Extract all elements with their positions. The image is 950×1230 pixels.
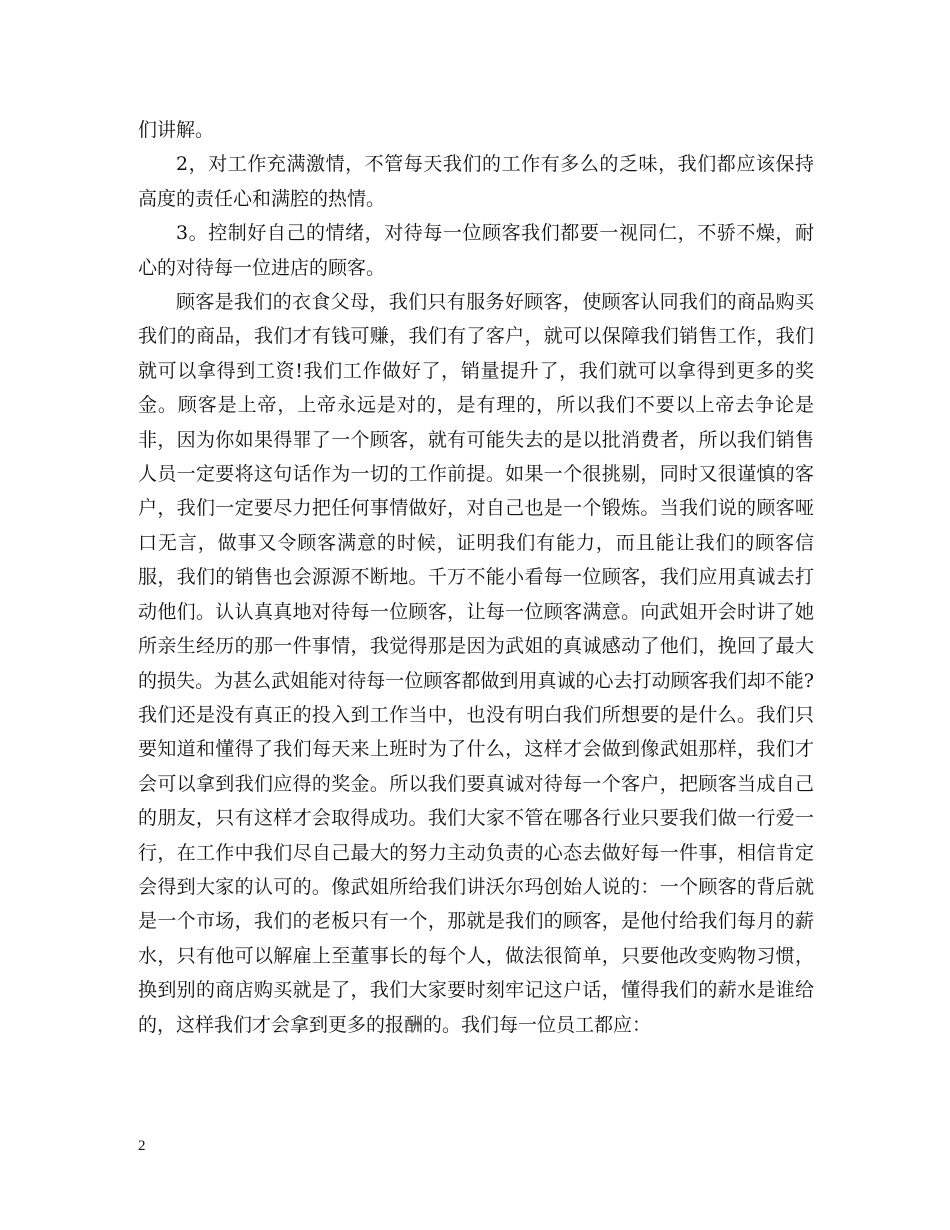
paragraph-point-2: 2，对工作充满激情，不管每天我们的工作有多么的乏味，我们都应该保持高度的责任心和满腔的热情。 [138, 153, 814, 210]
paragraph-customer: 顾客是我们的衣食父母，我们只有服务好顾客，使顾客认同我们的商品购买我们的商品，我们才有钱可赚，我们有了客户，就可以保障我们销售工作，我们就可以拿得到工资!我们工作做好了，销量提升了，我们就可以拿得到更多的奖金。顾客是上帝，上帝永远是对的，是有理的，所以我们不要以上帝去争论是非，因为你如果得罪了一个顾客，就有可能失去的是以批消费者，所以我们销售人员一定要将这句话作为一切的工作前提。如果一个很挑剔，同时又很谨慎的客户，我们一定要尽力把任何事情做好，对自己也是一个锻炼。当我们说的顾客哑口无言，做事又令顾客满意的时候，证明我们有能力，而且能让我们的顾客信服，我们的销售也会源源不断地。千万不能小看每一位顾客，我们应用真诚去打动他们。认认真真地对待每一位顾客，让每一位顾客满意。向武姐开会时讲了她所亲生经历的那一件事情，我觉得那是因为武姐的真诚感动了他们，挽回了最大的损失。为甚么武姐能对待每一位顾客都做到用真诚的心去打动顾客我们却不能?我们还是没有真正的投入到工作当中，也没有明白我们所想要的是什么。我们只要知道和懂得了我们每天来上班时为了什么，这样才会做到像武姐那样，我们才会可以拿到我们应得的奖金。所以我们要真诚对待每一个客户，把顾客当成自己的朋友，只有这样才会取得成功。我们大家不管在哪各行业只要我们做一行爱一行，在工作中我们尽自己最大的努力主动负责的心态去做好每一件事，相信肯定会得到大家的认可的。像武姐所给我们讲沃尔玛创始人说的：一个顾客的背后就是一个市场，我们的老板只有一个，那就是我们的顾客，是他付给我们每月的薪水，只有他可以解雇上至董事长的每个人，做法很简单，只要他改变购物习惯，换到别的商店购买就是了，我们大家要时刻牢记这户话，懂得我们的薪水是谁给的，这样我们才会拿到更多的报酬的。我们每一位员工都应： [138, 291, 814, 1036]
paragraph-point-3: 3。控制好自己的情绪，对待每一位顾客我们都要一视同仁，不骄不燥，耐心的对待每一位进店的顾客。 [138, 222, 814, 279]
body-text [138, 113, 814, 1042]
paragraph-continuation: 们讲解。 [138, 119, 215, 141]
page-number: 2 [138, 1138, 146, 1154]
